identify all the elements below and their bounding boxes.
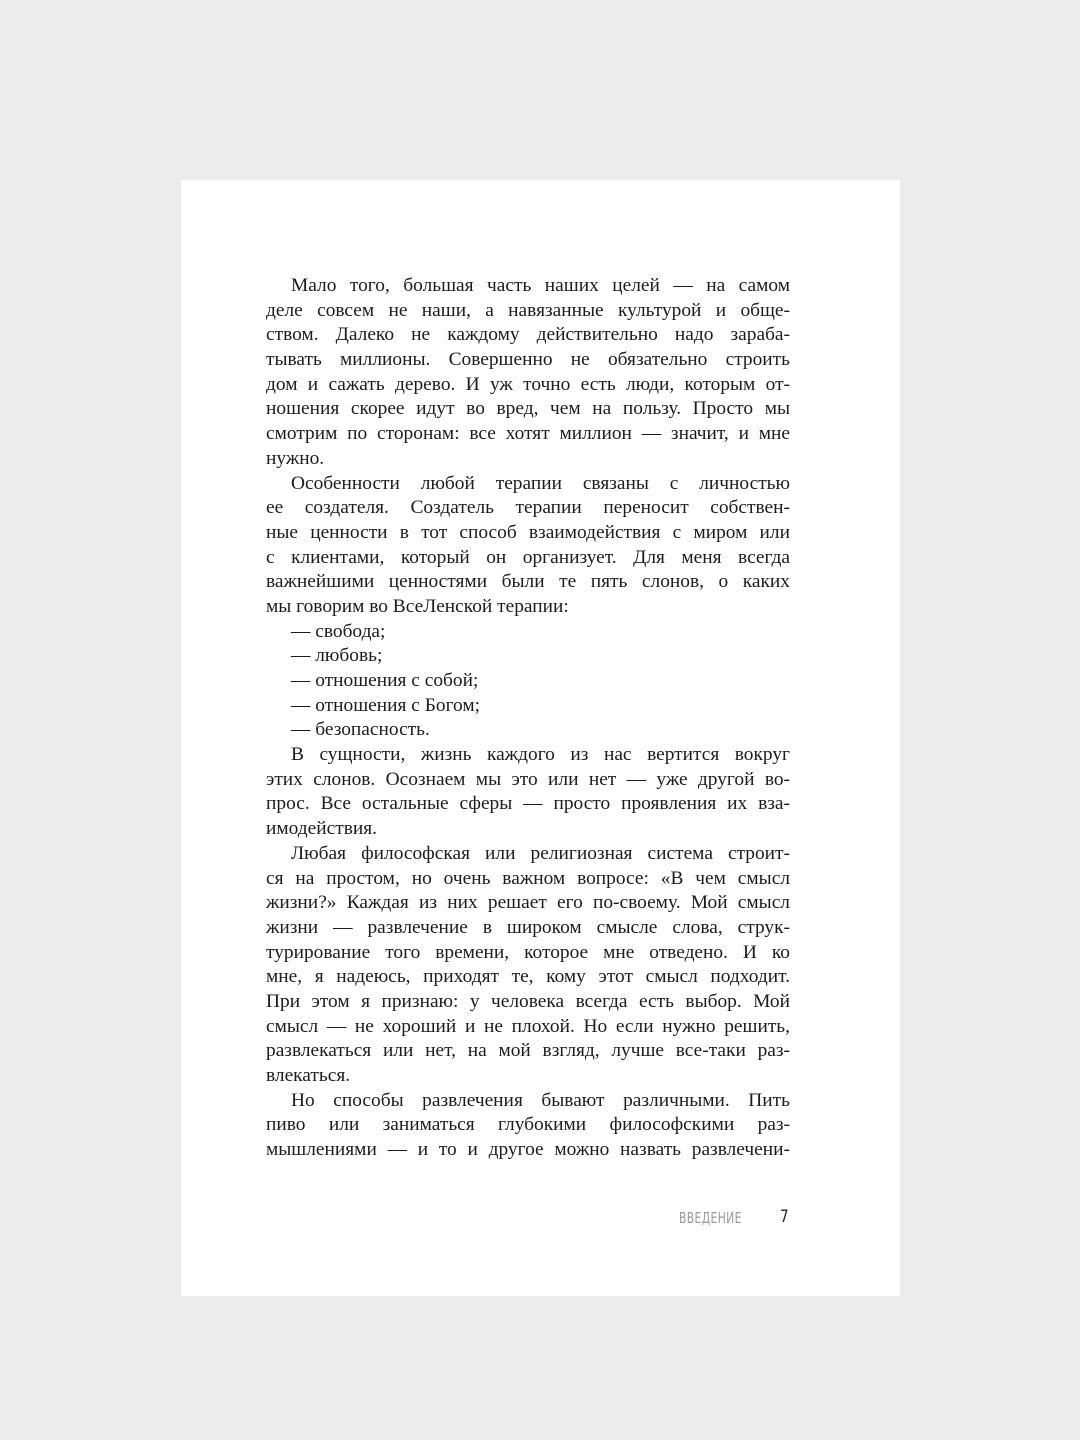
text-line: — свобода; bbox=[291, 620, 386, 642]
text-line: пиво или заниматься глубокими философскими раз- bbox=[266, 1114, 790, 1136]
text-line: При этом я признаю: у человека всегда есть выбор. Мой bbox=[266, 990, 790, 1012]
text-line: деле совсем не наши, а навязанные культурой и обще- bbox=[266, 299, 790, 321]
text-line: прос. Все остальные сферы — просто проявления их вза- bbox=[266, 793, 790, 815]
text-line: с клиентами, который он организует. Для меня всегда bbox=[266, 546, 790, 568]
text-line: ся на простом, но очень важном вопросе: «В чем смысл bbox=[266, 867, 790, 889]
text-line: — безопасность. bbox=[291, 719, 430, 741]
text-line: этих слонов. Осознаем мы это или нет — уже другой во- bbox=[266, 768, 790, 790]
text-line: ные ценности в тот способ взаимодействия с миром или bbox=[266, 521, 790, 543]
body-text bbox=[266, 274, 790, 1163]
text-line: имодействия. bbox=[266, 818, 378, 840]
text-line: турирование того времени, которое мне отведено. И ко bbox=[266, 941, 790, 963]
text-line: нужно. bbox=[266, 447, 325, 469]
text-line: Мало того, большая часть наших целей — на самом bbox=[291, 275, 790, 296]
text-line: развлекаться или нет, на мой взгляд, лучше все-таки раз- bbox=[266, 1040, 790, 1062]
text-line: смысл — не хороший и не плохой. Но если нужно решить, bbox=[266, 1015, 790, 1037]
text-line: ее создателя. Создатель терапии переносит собствен- bbox=[266, 497, 790, 519]
text-line: жизни — развлечение в широком смысле слова, струк- bbox=[266, 916, 790, 938]
text-line: жизни?» Каждая из них решает его по-своему. Мой смысл bbox=[266, 892, 790, 914]
text-line: — отношения с Богом; bbox=[291, 694, 481, 716]
text-line: важнейшими ценностями были те пять слонов, о каких bbox=[266, 571, 790, 593]
text-line: В сущности, жизнь каждого из нас вертится вокруг bbox=[291, 744, 790, 766]
text-line: Любая философская или религиозная система строит- bbox=[291, 842, 790, 864]
text-line: мы говорим во ВсеЛенской терапии: bbox=[266, 595, 569, 617]
text-line: — любовь; bbox=[291, 645, 383, 667]
page-number: 7 bbox=[780, 1207, 789, 1227]
page-footer bbox=[181, 1203, 900, 1233]
text-line: тывать миллионы. Совершенно не обязательно строить bbox=[266, 349, 790, 371]
book-page bbox=[181, 180, 900, 1296]
text-line: мне, я надеюсь, приходят те, кому этот смысл подходит. bbox=[266, 966, 790, 988]
text-line: дом и сажать дерево. И уж точно есть люди, которым от- bbox=[266, 373, 790, 395]
text-line: смотрим по сторонам: все хотят миллион — значит, и мне bbox=[266, 423, 790, 445]
text-line: ношения скорее идут во вред, чем на пользу. Просто мы bbox=[266, 398, 790, 420]
text-line: ством. Далеко не каждому действительно надо зараба- bbox=[266, 324, 790, 346]
text-line: Особенности любой терапии связаны с личностью bbox=[291, 472, 790, 494]
text-line: мышлениями — и то и другое можно назвать развлечени- bbox=[266, 1139, 790, 1161]
text-line: — отношения с собой; bbox=[291, 670, 479, 691]
text-line: Но способы развлечения бывают различными. Пить bbox=[291, 1089, 790, 1111]
running-head: ВВЕДЕНИЕ bbox=[679, 1209, 742, 1227]
text-line: влекаться. bbox=[266, 1065, 351, 1086]
